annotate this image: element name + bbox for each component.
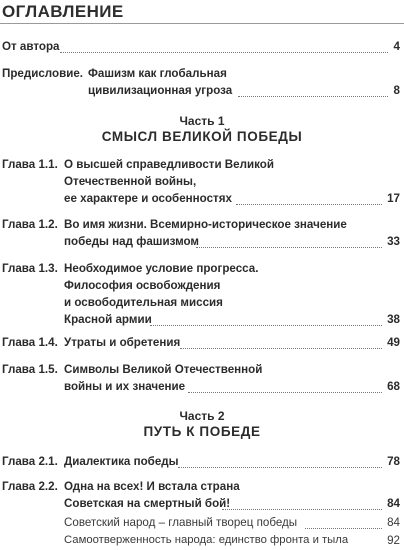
chapter-2-2-page: 84 [387, 497, 400, 510]
dot-leader [238, 96, 388, 97]
subsection-title: Советский народ – главный творец победы [64, 516, 298, 529]
dot-leader [60, 52, 388, 53]
chapter-1-5-page: 68 [387, 380, 400, 393]
dot-leader [178, 467, 382, 468]
chapter-2-2-line: Одна на всех! И встала страна [64, 480, 240, 493]
part-1-title: СМЫСЛ ВЕЛИКОЙ ПОБЕДЫ [101, 129, 303, 144]
chapter-2-2-label: Глава 2.2. [2, 480, 58, 493]
part-1-number: Часть 1 [179, 114, 225, 128]
dot-leader [222, 509, 382, 510]
toc-entry-author-page: 4 [393, 40, 400, 53]
chapter-1-4-page: 49 [387, 336, 400, 349]
chapter-1-1-line: Отечественной войны, [64, 175, 197, 188]
toc-entry-author-title: От автора [2, 40, 60, 53]
chapter-1-3-line: Философия освобождения [64, 279, 221, 292]
dot-leader [236, 204, 382, 205]
dot-leader [196, 247, 382, 248]
toc-entry-preface-line: Фашизм как глобальная [88, 67, 227, 80]
chapter-1-3-line: Красной армии [64, 313, 152, 326]
chapter-1-2-line: победы над фашизмом [64, 235, 199, 248]
chapter-1-1-label: Глава 1.1. [2, 158, 58, 171]
chapter-1-3-line: и освободительная миссия [64, 296, 223, 309]
toc-entry-preface-line: цивилизационная угроза [88, 84, 233, 97]
part-2-number: Часть 2 [179, 409, 225, 423]
chapter-2-1-label: Глава 2.1. [2, 455, 58, 468]
chapter-1-2-page: 33 [387, 235, 400, 248]
chapter-1-3-label: Глава 1.3. [2, 262, 58, 275]
chapter-1-4-label: Глава 1.4. [2, 336, 58, 349]
chapter-1-2-line: Во имя жизни. Всемирно-историческое значение [64, 218, 347, 231]
chapter-2-2-line: Советская на смертный бой! [64, 497, 231, 510]
chapter-1-4-line: Утраты и обретения [64, 336, 181, 349]
toc-entry-preface-page: 8 [393, 84, 400, 97]
dot-leader [305, 528, 382, 529]
chapter-2-1-line: Диалектика победы [64, 455, 179, 468]
dot-leader [150, 325, 382, 326]
subsection-title: Самоотверженность народа: единство фронта и тыла [64, 534, 349, 546]
chapter-1-3-line: Необходимое условие прогресса. [64, 262, 259, 275]
part-2-title: ПУТЬ К ПОБЕДЕ [143, 424, 261, 439]
toc-entry-preface-label: Предисловие. [2, 67, 84, 80]
chapter-1-2-label: Глава 1.2. [2, 218, 58, 231]
chapter-1-1-line: О высшей справедливости Великой [64, 158, 274, 171]
subsection-page: 84 [387, 516, 400, 529]
chapter-1-5-line: Символы Великой Отечественной [64, 363, 263, 376]
subsection-page: 92 [387, 534, 400, 547]
chapter-2-1-page: 78 [387, 455, 400, 468]
page-title: ОГЛАВЛЕНИЕ [2, 2, 124, 21]
chapter-1-5-label: Глава 1.5. [2, 363, 58, 376]
title-divider [0, 23, 404, 24]
chapter-1-3-page: 38 [387, 313, 400, 326]
chapter-1-1-page: 17 [387, 192, 400, 205]
chapter-1-5-line: войны и их значение [64, 380, 186, 393]
dot-leader [180, 348, 382, 349]
chapter-1-1-line: ее характере и особенностях [64, 192, 232, 205]
dot-leader [188, 392, 382, 393]
